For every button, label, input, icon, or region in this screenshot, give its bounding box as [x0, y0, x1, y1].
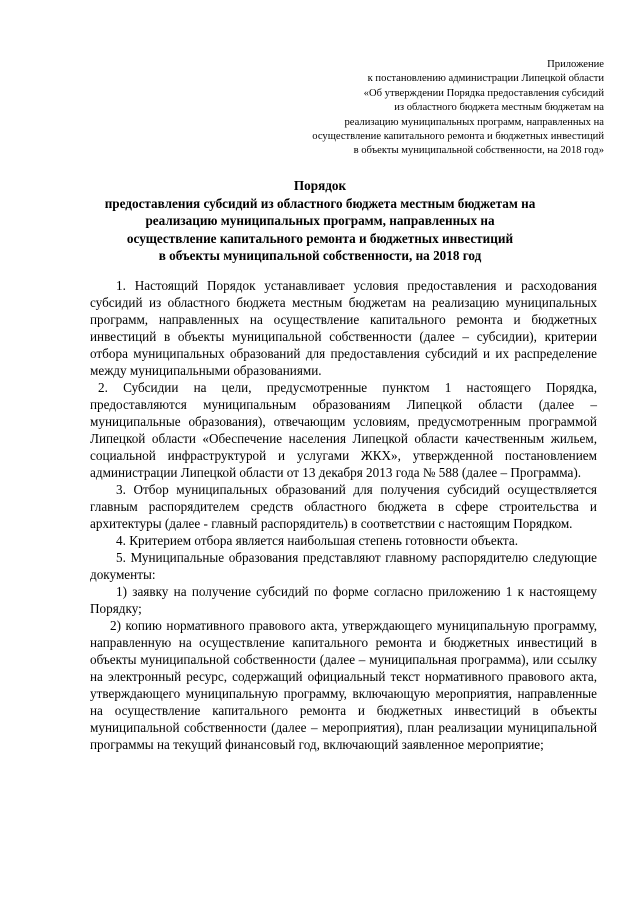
appendix-header — [244, 58, 604, 159]
document-title — [40, 177, 600, 265]
appendix-line: в объекты муниципальной собственности, на 2018 год» — [353, 145, 604, 157]
appendix-line: к постановлению администрации Липецкой области — [367, 73, 604, 85]
title-line: реализацию муниципальных программ, направленных на — [145, 213, 495, 229]
paragraph-2: 2. Субсидии на цели, предусмотренные пунктом 1 настоящего Порядка, предоставляются муниципальным образованиям Липецкой области (далее – муниципальные образования), отвечающим условиям, предусмотренным программой Липецкой области «Обеспечение населения Липецкой области качественным жильем, социальной инфраструктурой и услугами ЖКХ», утвержденной постановлением администрации Липецкой области от 13 декабря 2013 года № 588 (далее – Программа). — [90, 380, 597, 480]
appendix-line: Приложение — [547, 59, 604, 70]
paragraph-1: 1. Настоящий Порядок устанавливает условия предоставления и расходования субсидий из областного бюджета местным бюджетам на реализацию муниципальных программ, направленных на осуществление капитального ремонта и бюджетных инвестиций в объекты муниципальной собственности (далее – субсидии), критерии отбора муниципальных образований для предоставления субсидий и их распределение между муниципальными образованиями. — [90, 278, 597, 378]
title-line: предоставления субсидий из областного бюджета местным бюджетам на — [104, 195, 536, 211]
paragraph-5-item-1: 1) заявку на получение субсидий по форме согласно приложению 1 к настоящему Порядку; — [90, 584, 597, 616]
appendix-line: «Об утверждении Порядка предоставления субсидий — [363, 87, 604, 99]
title-line: Порядок — [293, 178, 347, 193]
appendix-line: из областного бюджета местным бюджетам на — [394, 102, 604, 114]
paragraph-4: 4. Критерием отбора является наибольшая степень готовности объекта. — [116, 533, 519, 548]
title-line: осуществление капитального ремонта и бюджетных инвестиций — [126, 230, 514, 246]
title-line: в объекты муниципальной собственности, на 2018 год — [158, 248, 482, 264]
appendix-line: осуществление капитального ремонта и бюджетных инвестиций — [312, 131, 604, 143]
paragraph-5: 5. Муниципальные образования представляют главному распорядителю следующие документы: — [90, 550, 597, 582]
appendix-line: реализацию муниципальных программ, направленных на — [344, 116, 604, 128]
paragraph-3: 3. Отбор муниципальных образований для получения субсидий осуществляется главным распорядителем средств областного бюджета в сфере строительства и архитектуры (далее - главный распорядитель) в соответствии с настоящим Порядком. — [90, 482, 597, 531]
paragraph-5-item-2: 2) копию нормативного правового акта, утверждающего муниципальную программу, направленную на осуществление капитального ремонта и бюджетных инвестиций в объекты муниципальной собственности (далее – муниципальная программа), или ссылку на электронный ресурс, содержащий официальный текст нормативного правового акта, утверждающего муниципальную программу, включающую мероприятия, направленные на осуществление капитального ремонта и бюджетных инвестиций в объекты муниципальной собственности (далее – мероприятия), план реализации муниципальной программы на текущий финансовый год, включающий заявленное мероприятие; — [90, 618, 597, 752]
document-body — [90, 277, 597, 753]
